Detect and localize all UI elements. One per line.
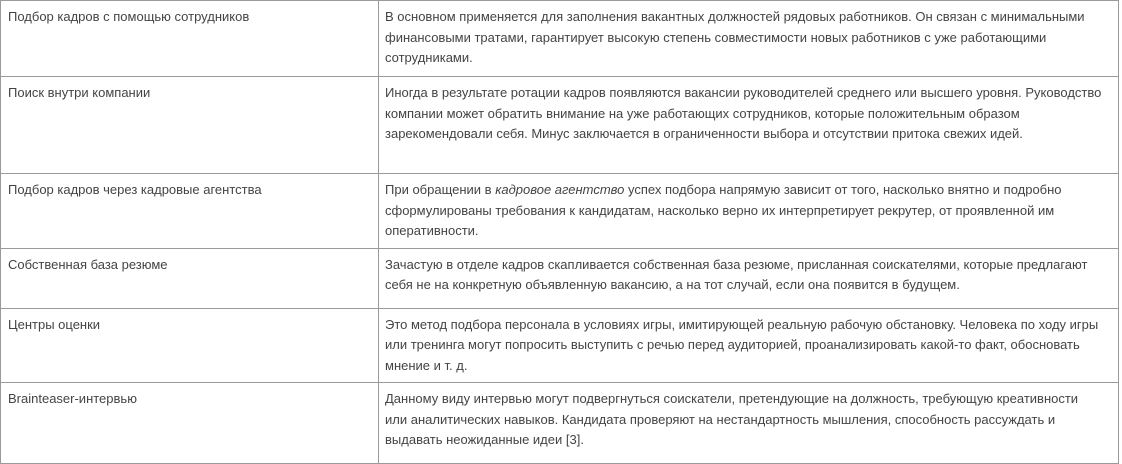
recruitment-agency-link-text: кадровое агентство (495, 182, 625, 197)
description-cell: Зачастую в отделе кадров скапливается собственная база резюме, присланная соискателями, которые предлагают себя не на конкретную объявленную вакансию, а на тот случай, если она появится в будущем. (379, 248, 1119, 308)
description-text-after: успех подбора напрямую зависит от того, насколько внятно и подробно сформулированы требования к кандидатам, насколько верно их интерпретирует рекрутер, от проявленной им оперативности. (385, 182, 1062, 238)
method-cell: Собственная база резюме (1, 248, 379, 308)
table-row (1, 383, 1119, 464)
table-row (1, 1, 1119, 77)
method-cell: Подбор кадров через кадровые агентства (1, 174, 379, 249)
table-row (1, 77, 1119, 174)
table-row (1, 174, 1119, 249)
description-text-before: При обращении в (385, 182, 496, 197)
description-cell (379, 174, 1119, 249)
description-cell: Данному виду интервью могут подвергнуться соискатели, претендующие на должность, требующую креативности или аналитических навыков. Кандидата проверяют на нестандартность мышления, способность рассуждать и выдавать неожиданные идеи [3]. (379, 383, 1119, 464)
table-row (1, 308, 1119, 383)
method-cell: Центры оценки (1, 308, 379, 383)
description-cell: В основном применяется для заполнения вакантных должностей рядовых работников. Он связан с минимальными финансовыми тратами, гарантирует высокую степень совместимости новых работников с уже работающими сотрудниками. (379, 1, 1119, 77)
method-cell: Brainteaser-интервью (1, 383, 379, 464)
method-cell: Поиск внутри компании (1, 77, 379, 174)
description-cell: Это метод подбора персонала в условиях игры, имитирующей реальную рабочую обстановку. Человека по ходу игры или тренинга могут попросить выступить с речью перед аудиторией, проанализировать какой-то факт, обосновать мнение и т. д. (379, 308, 1119, 383)
description-cell: Иногда в результате ротации кадров появляются вакансии руководителей среднего или высшего уровня. Руководство компании может обратить внимание на уже работающих сотрудников, которые положительным образом зарекомендовали себя. Минус заключается в ограниченности выбора и отсутствии притока свежих идей. (379, 77, 1119, 174)
method-cell: Подбор кадров с помощью сотрудников (1, 1, 379, 77)
table-row (1, 248, 1119, 308)
